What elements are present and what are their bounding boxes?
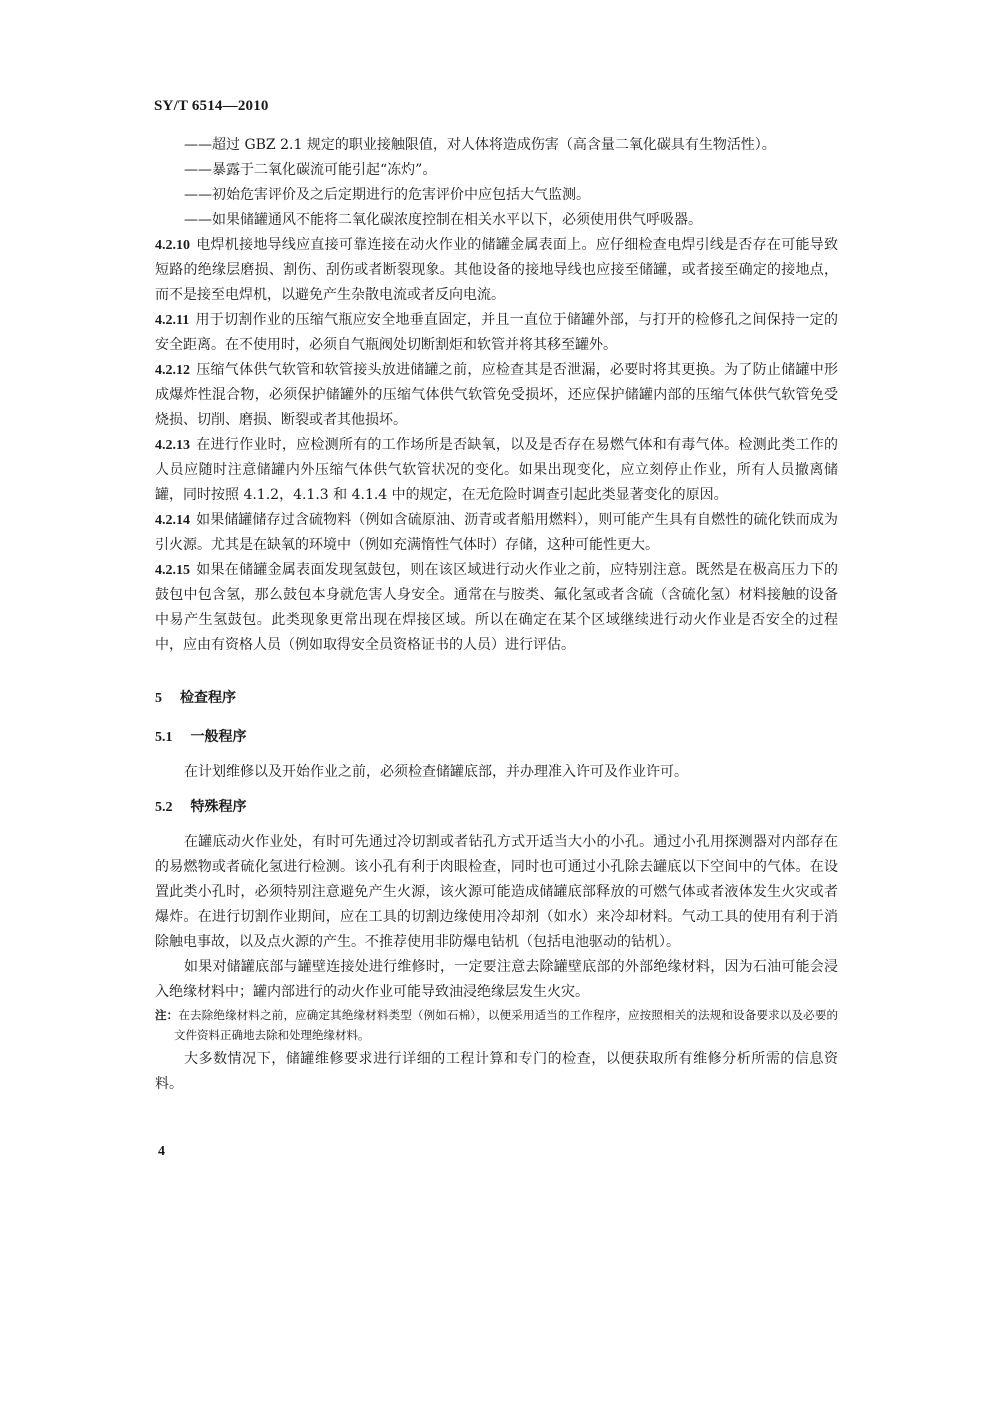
standard-code-header: SY/T 6514—2010: [154, 98, 269, 114]
clause-number: 4.2.15: [155, 563, 190, 578]
section-5-1-heading: [155, 725, 838, 750]
section-5-heading: [155, 686, 838, 711]
dash-item: ——如果储罐通风不能将二氧化碳浓度控制在相关水平以下，必须使用供气呼吸器。: [184, 212, 702, 228]
section-number: 5.1: [155, 730, 173, 745]
clause-4-2-11: [155, 308, 838, 358]
section-5-1-paragraph: 在计划维修以及开始作业之前，必须检查储罐底部，并办理准入许可及作业许可。: [184, 764, 688, 780]
clause-text: 如果在储罐金属表面发现氢鼓包，则在该区域进行动火作业之前，应特别注意。既然是在极高压力下的鼓包中包含氢，那么鼓包本身就危害人身安全。通常在与胺类、氟化氢或者含硫（含硫化氢）材料接触的设备中易产生氢鼓包。此类现象更常出现在焊接区域。所以在确定在某个区域继续进行动火作业是否安全的过程中，应由有资格人员（例如取得安全员资格证书的人员）进行评估。: [155, 562, 838, 653]
clause-4-2-15: [155, 558, 838, 658]
section-number: 5.2: [155, 800, 173, 815]
clause-text: 压缩气体供气软管和软管接头放进储罐之前，应检查其是否泄漏，必要时将其更换。为了防止储罐中形成爆炸性混合物，必须保护储罐外的压缩气体供气软管免受损坏，还应保护储罐内部的压缩气体供气软管免受烧损、切削、磨损、断裂或者其他损坏。: [155, 362, 838, 428]
section-number: 5: [155, 691, 162, 706]
clause-4-2-14: [155, 508, 838, 558]
clause-4-2-13: [155, 433, 838, 508]
page-number: 4: [158, 1144, 165, 1159]
clause-4-2-10: [155, 233, 838, 308]
clause-text: 用于切割作业的压缩气瓶应安全地垂直固定，并且一直位于储罐外部，与打开的检修孔之间保持一定的安全距离。在不使用时，必须自气瓶阀处切断割炬和软管并将其移至罐外。: [155, 312, 838, 353]
note-text: 在去除绝缘材料之前，应确定其绝缘材料类型（例如石棉），以便采用适当的工作程序，应按照相关的法规和设备要求以及必要的文件资料正确地去除和处理绝缘材料。: [174, 1008, 838, 1042]
note: [155, 1005, 838, 1045]
note-label: 注：: [155, 1008, 179, 1022]
clause-number: 4.2.11: [155, 313, 190, 328]
section-title: 检查程序: [180, 690, 236, 706]
clause-4-2-12: [155, 358, 838, 433]
section-title: 一般程序: [190, 729, 247, 745]
section-5-2-paragraph: 如果对储罐底部与罐壁连接处进行维修时，一定要注意去除罐壁底部的外部绝缘材料，因为石油可能会浸入绝缘材料中；罐内部进行的动火作业可能导致油浸绝缘层发生火灾。: [155, 959, 838, 1000]
section-title: 特殊程序: [190, 799, 247, 815]
dash-item: ——超过 GBZ 2.1 规定的职业接触限值，对人体将造成伤害（高含量二氧化碳具有生物活性）。: [184, 137, 776, 153]
clause-text: 电焊机接地导线应直接可靠连接在动火作业的储罐金属表面上。应仔细检查电焊引线是否存在可能导致短路的绝缘层磨损、割伤、刮伤或者断裂现象。其他设备的接地导线也应接至储罐，或者接至确定的接地点，而不是接至电焊机，以避免产生杂散电流或者反向电流。: [155, 237, 838, 303]
clause-text: 在进行作业时，应检测所有的工作场所是否缺氧，以及是否存在易燃气体和有毒气体。检测此类工作的人员应随时注意储罐内外压缩气体供气软管状况的变化。如果出现变化，应立刻停止作业，所有人员撤离储罐，同时按照 4.1.2，4.1.3 和 4.1.4 中的规定，在无危险时调查引起此类显著变化的原因。: [155, 437, 838, 503]
section-5-2-heading: [155, 795, 838, 820]
section-5-2-last-paragraph: 大多数情况下，储罐维修要求进行详细的工程计算和专门的检查，以便获取所有维修分析所需的信息资料。: [155, 1051, 838, 1092]
section-5-2-paragraph: 在罐底动火作业处，有时可先通过冷切割或者钻孔方式开适当大小的小孔。通过小孔用探测器对内部存在的易燃物或者硫化氢进行检测。该小孔有利于肉眼检查，同时也可通过小孔除去罐底以下空间中的气体。在设置此类小孔时，必须特别注意避免产生火源，该火源可能造成储罐底部释放的可燃气体或者液体发生火灾或者爆炸。在进行切割作业期间，应在工具的切割边缘使用冷却剂（如水）来冷却材料。气动工具的使用有利于消除触电事故，以及点火源的产生。不推荐使用非防爆电钻机（包括电池驱动的钻机）。: [155, 834, 838, 950]
clause-number: 4.2.12: [155, 363, 190, 378]
clause-number: 4.2.13: [155, 438, 190, 453]
clause-text: 如果储罐储存过含硫物料（例如含硫原油、沥青或者船用燃料），则可能产生具有自燃性的硫化铁而成为引火源。尤其是在缺氧的环境中（例如充满惰性气体时）存储，这种可能性更大。: [155, 512, 838, 553]
dash-item: ——暴露于二氧化碳流可能引起“冻灼”。: [184, 162, 437, 178]
document-body: [155, 133, 838, 1097]
clause-number: 4.2.14: [155, 513, 190, 528]
dash-item: ——初始危害评价及之后定期进行的危害评价中应包括大气监测。: [184, 187, 590, 203]
clause-number: 4.2.10: [155, 238, 190, 253]
